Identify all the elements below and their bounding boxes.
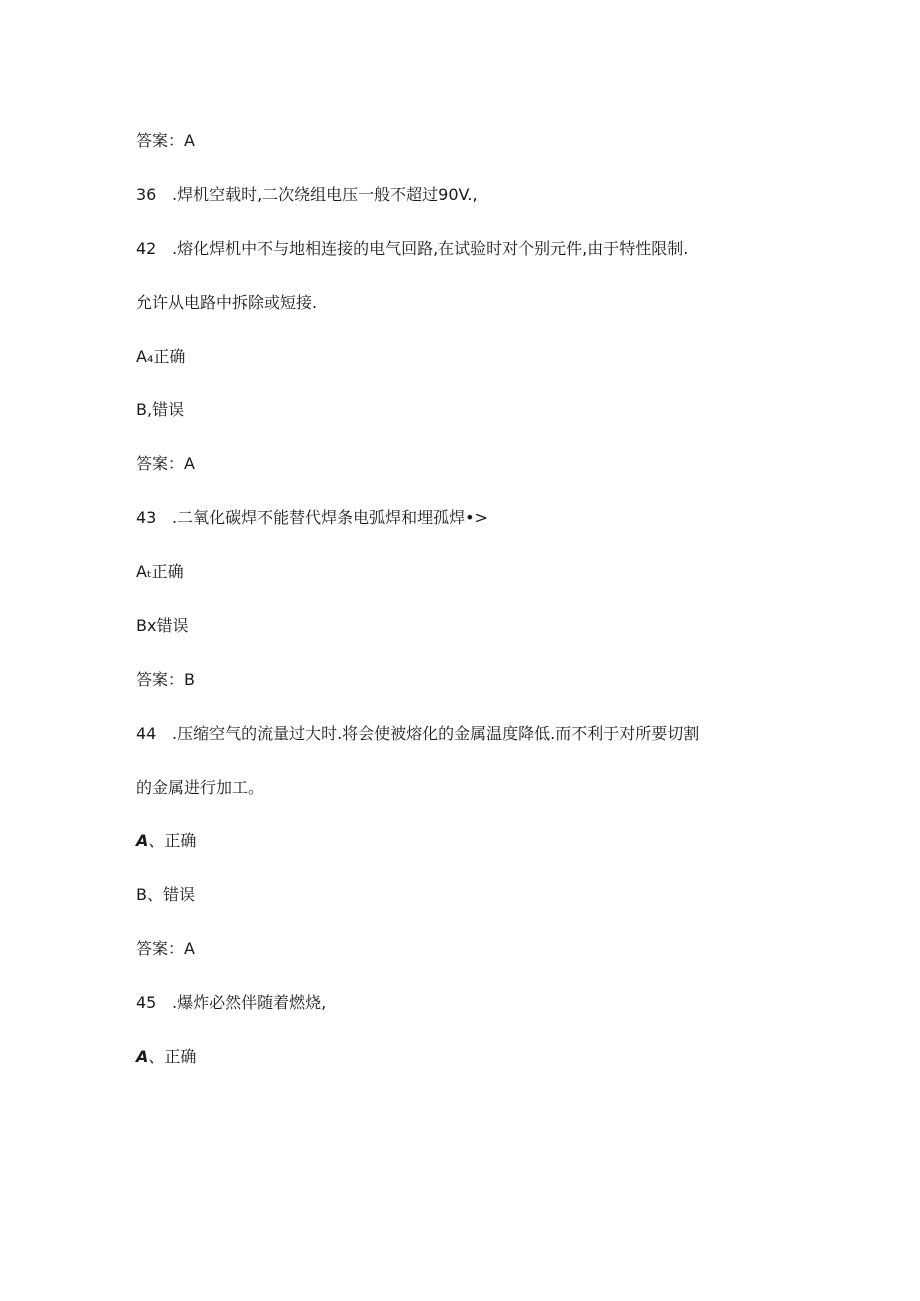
answer-text: 答案：A: [136, 131, 195, 150]
question-text: .熔化焊机中不与地相连接的电气回路,在试验时对个别元件,由于特性限制.: [172, 239, 689, 258]
answer-line: [136, 131, 195, 151]
question-43: [136, 508, 488, 528]
question-42-continuation: [136, 293, 317, 313]
option-a: [136, 1047, 196, 1067]
option-text: 、正确: [148, 831, 197, 850]
question-42: [136, 239, 688, 259]
option-a: [136, 562, 184, 582]
option-a: [136, 347, 185, 367]
option-b: [136, 616, 188, 636]
answer-text: 答案：B: [136, 670, 195, 689]
question-text: .二氧化碳焊不能替代焊条电弧焊和埋孤焊•>: [172, 508, 488, 527]
question-36: [136, 185, 478, 205]
question-number: 36: [136, 185, 157, 204]
question-number: 43: [136, 508, 157, 527]
question-text: .爆炸必然伴随着燃烧,: [172, 993, 327, 1012]
question-number: 45: [136, 993, 157, 1012]
option-text: A₄正确: [136, 347, 186, 366]
question-text: .压缩空气的流量过大时.将会使被熔化的金属温度降低.而不利于对所要切割: [172, 724, 700, 743]
question-44: [136, 724, 699, 744]
option-letter: A: [136, 831, 149, 850]
option-a: [136, 831, 196, 851]
question-text: .焊机空载时,二次绕组电压一般不超过90V.,: [172, 185, 478, 204]
answer-line: [136, 454, 195, 474]
question-text: 的金属进行加工。: [136, 778, 265, 797]
answer-line: [136, 670, 195, 690]
option-letter: A: [136, 1047, 149, 1066]
answer-text: 答案：A: [136, 454, 195, 473]
answer-text: 答案：A: [136, 939, 195, 958]
option-text: B,错误: [136, 400, 185, 419]
question-45: [136, 993, 326, 1013]
option-text: Aₜ正确: [136, 562, 184, 581]
question-44-continuation: [136, 778, 264, 798]
option-text: Bx错误: [136, 616, 189, 635]
answer-line: [136, 939, 195, 959]
option-b: [136, 885, 195, 905]
option-b: [136, 400, 184, 420]
question-number: 42: [136, 239, 157, 258]
question-number: 44: [136, 724, 157, 743]
option-text: B、错误: [136, 885, 195, 904]
option-text: 、正确: [148, 1047, 197, 1066]
question-text: 允许从电路中拆除或短接.: [136, 293, 318, 312]
